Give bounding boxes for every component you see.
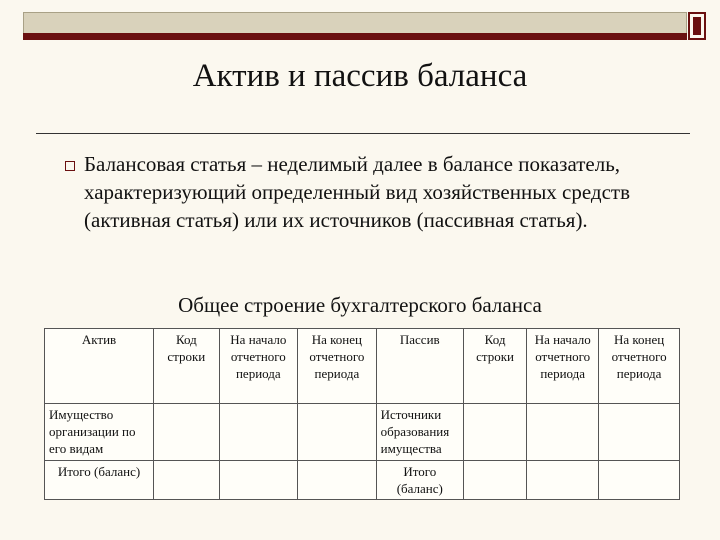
table-cell bbox=[154, 404, 219, 461]
header-cell: На конец отчетного периода bbox=[599, 329, 680, 404]
table-cell bbox=[527, 404, 599, 461]
table-cell bbox=[527, 461, 599, 500]
table-cell bbox=[298, 404, 377, 461]
header-cell: Актив bbox=[45, 329, 154, 404]
table-cell bbox=[463, 404, 526, 461]
corner-decoration bbox=[688, 12, 706, 40]
table-cell bbox=[463, 461, 526, 500]
table-caption: Общее строение бухгалтерского баланса bbox=[178, 293, 542, 317]
header-cell: На конец отчетного периода bbox=[298, 329, 377, 404]
header-cell: Пассив bbox=[376, 329, 463, 404]
liability-cell: Источники образования имущества bbox=[376, 404, 463, 461]
header-cell: Код строки bbox=[463, 329, 526, 404]
table-cell bbox=[298, 461, 377, 500]
top-decorative-bar bbox=[23, 12, 687, 35]
table-cell bbox=[219, 461, 298, 500]
table-cell bbox=[599, 461, 680, 500]
table-header-row bbox=[45, 329, 680, 404]
asset-total-cell: Итого (баланс) bbox=[45, 461, 154, 500]
table-cell bbox=[599, 404, 680, 461]
square-bullet-icon bbox=[65, 161, 75, 171]
liability-total-cell: Итого (баланс) bbox=[376, 461, 463, 500]
table-cell bbox=[154, 461, 219, 500]
table-cell bbox=[219, 404, 298, 461]
definition-paragraph: Балансовая статья – неделимый далее в балансе показатель, характеризующий определенный вид хозяйственных средств (активная статья) или их источников (пассивная статья). bbox=[84, 152, 631, 232]
header-cell: На начало отчетного периода bbox=[527, 329, 599, 404]
top-accent-stripe bbox=[23, 33, 687, 40]
table-row bbox=[45, 404, 680, 461]
asset-cell: Имущество организации по его видам bbox=[45, 404, 154, 461]
header-cell: Код строки bbox=[154, 329, 219, 404]
table-total-row bbox=[45, 461, 680, 500]
header-cell: На начало отчетного периода bbox=[219, 329, 298, 404]
title-divider bbox=[36, 133, 690, 134]
balance-table bbox=[44, 328, 680, 500]
slide-title: Актив и пассив баланса bbox=[192, 58, 528, 94]
